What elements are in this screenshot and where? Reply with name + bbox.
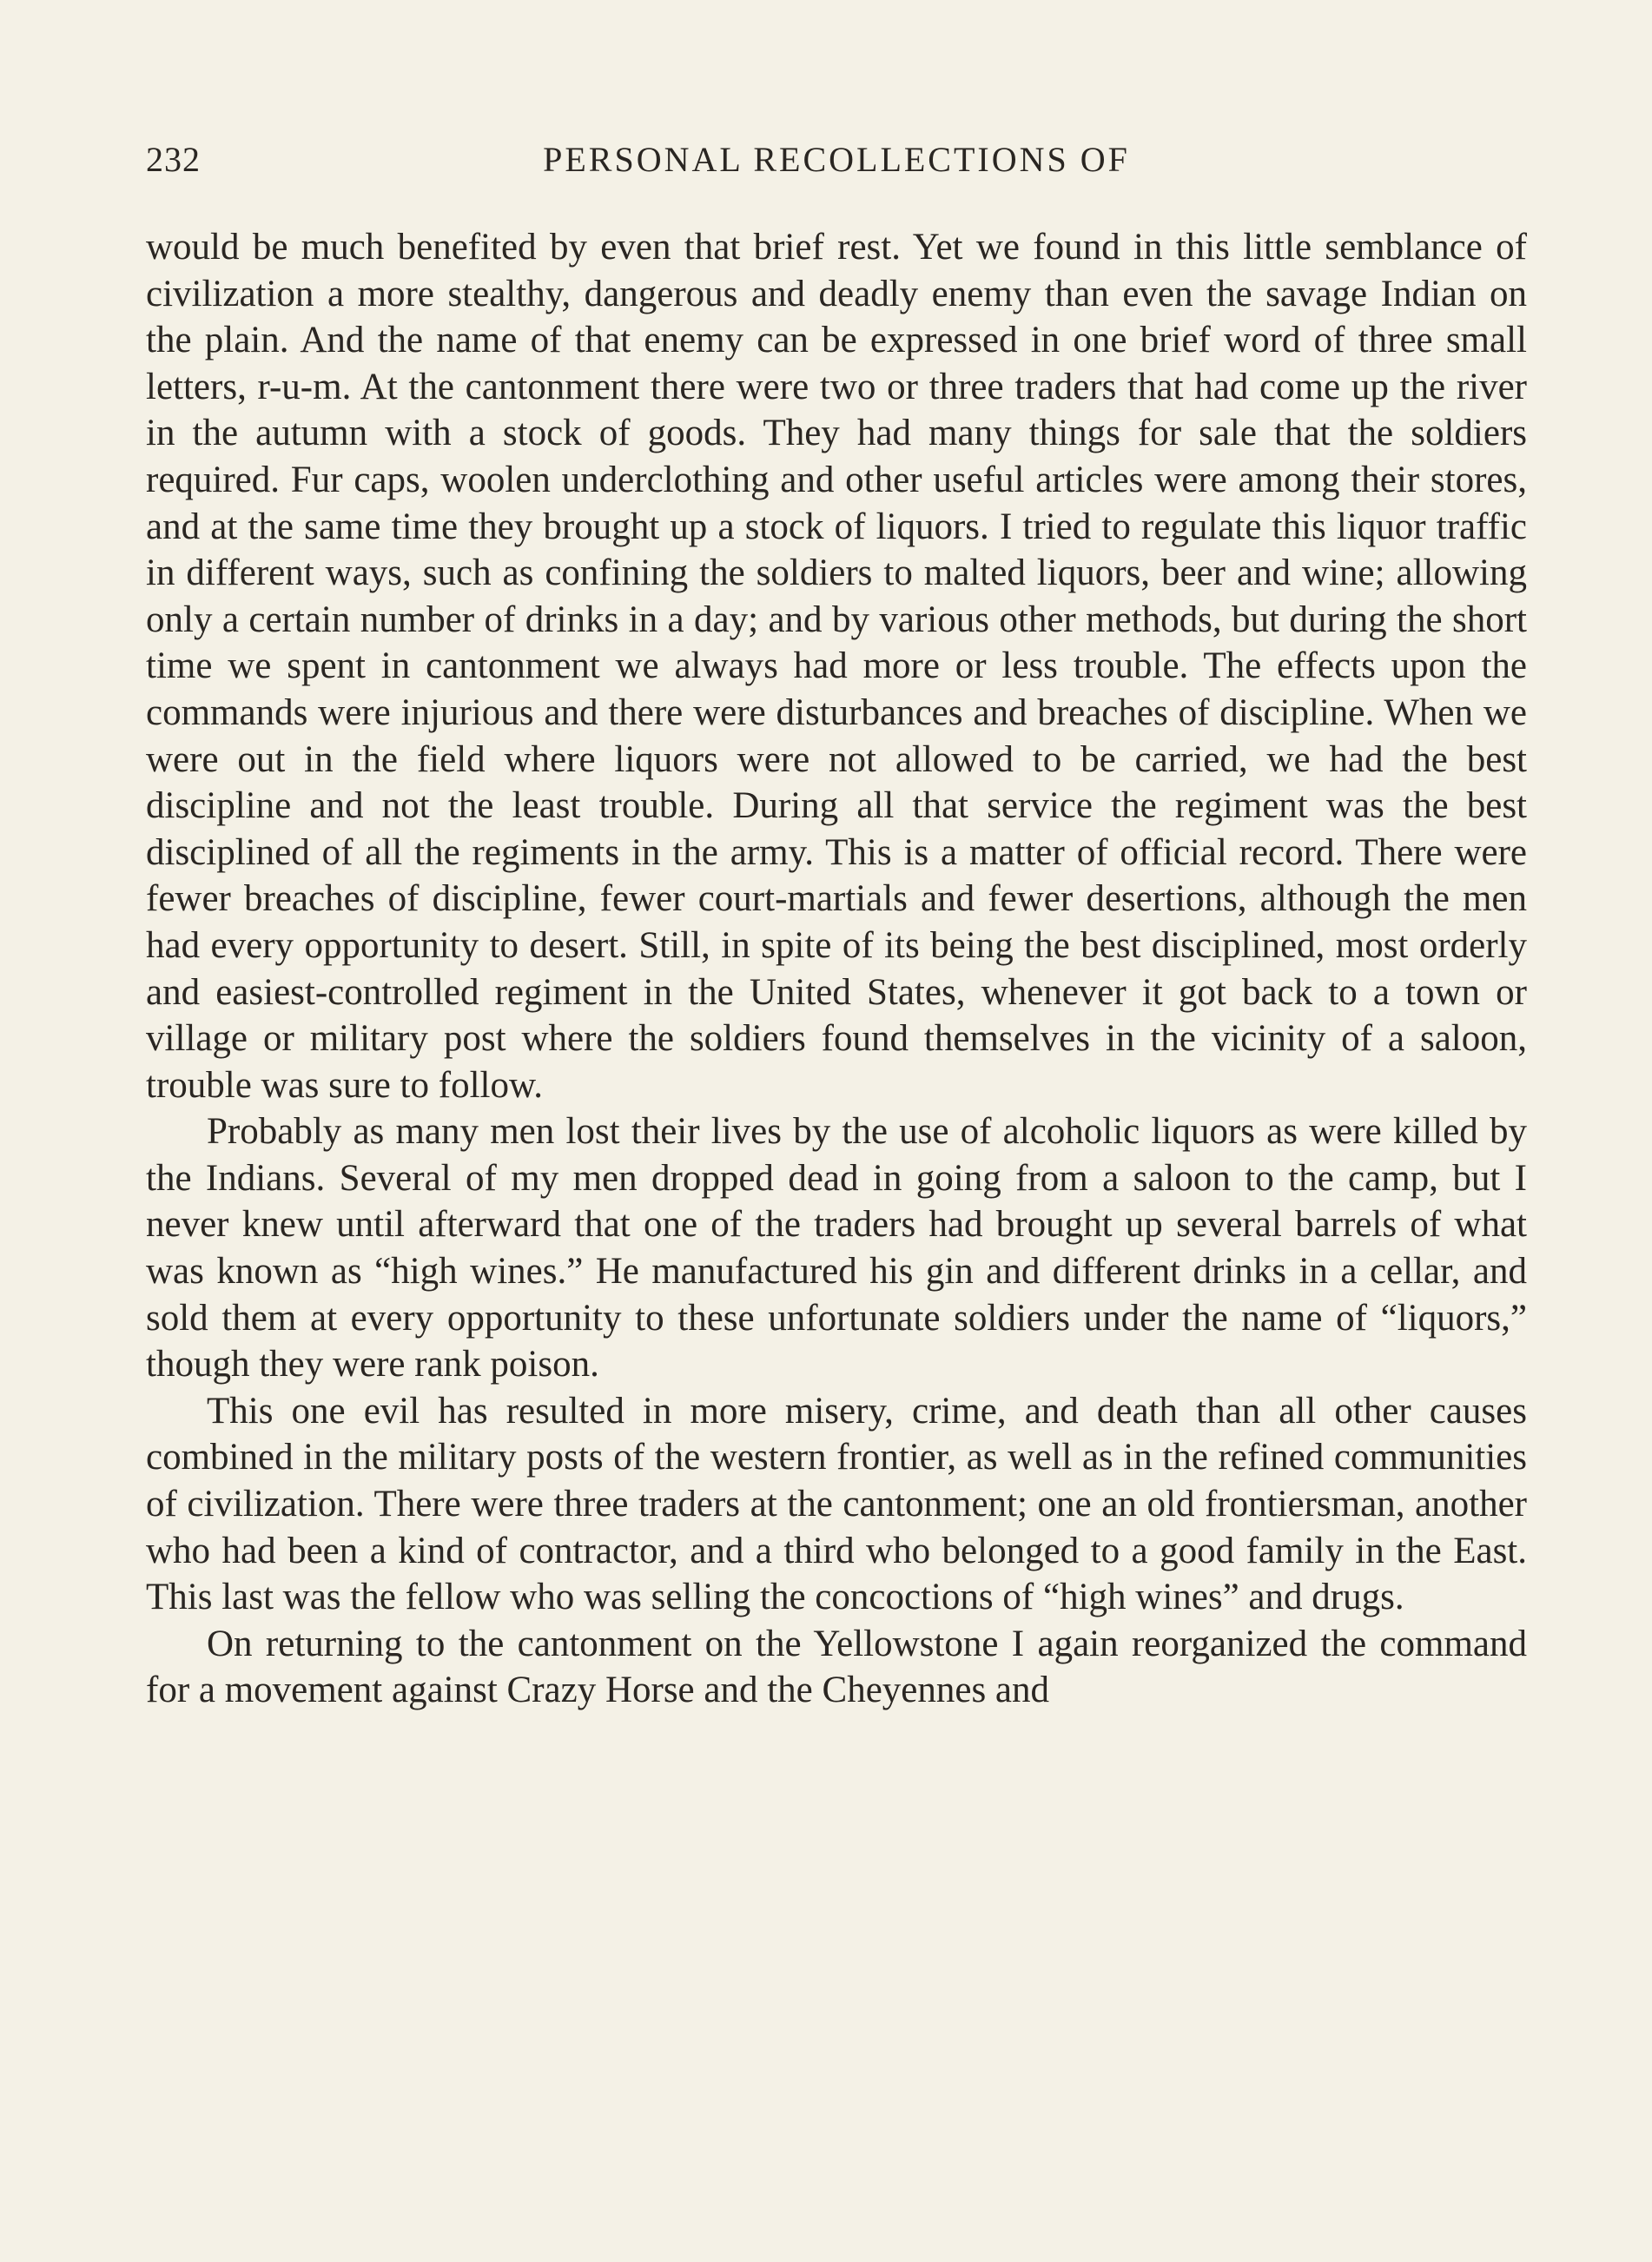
body-text	[146, 224, 1527, 1714]
paragraph-3: This one evil has resulted in more misery, crime, and death than all other causes combined in the military posts of the western frontier, as well as in the refined communities of civilization. There were three traders at the cantonment; one an old frontiersman, another who had been a kind of contractor, and a third who belonged to a good family in the East. This last was the fellow who was selling the concoctions of “high wines” and drugs.	[146, 1390, 1527, 1618]
running-head	[146, 139, 1527, 191]
running-title: PERSONAL RECOLLECTIONS OF	[543, 140, 1130, 179]
paragraph-1: would be much benefited by even that brief rest. Yet we found in this little semblance of civilization a more stealthy, dangerous and deadly enemy than even the savage Indian on the plain. And the name of that enemy can be expressed in one brief word of three small letters, r-u-m. At the cantonment there were two or three traders that had come up the river in the autumn with a stock of goods. They had many things for sale that the soldiers required. Fur caps, woolen underclothing and other useful articles were among their stores, and at the same time they brought up a stock of liquors. I tried to regulate this liquor traffic in different ways, such as confining the soldiers to malted liquors, beer and wine; allowing only a certain number of drinks in a day; and by various other methods, but during the short time we spent in cantonment we always had more or less trouble. The effects upon the commands were injurious and there were disturbances and breaches of discipline. When we were out in the field where liquors were not allowed to be carried, we had the best discipline and not the least trouble. During all that service the regiment was the best disciplined of all the regiments in the army. This is a matter of official record. There were fewer breaches of discipline, fewer court-martials and fewer desertions, although the men had every opportunity to desert. Still, in spite of its being the best disciplined, most orderly and easiest-controlled regiment in the United States, whenever it got back to a town or village or military post where the soldiers found themselves in the vicinity of a saloon, trouble was sure to follow.	[146, 227, 1527, 1106]
page-number: 232	[146, 140, 201, 179]
paragraph-4: On returning to the cantonment on the Yellowstone I again reorganized the command for a movement against Crazy Horse and the Cheyennes and	[146, 1623, 1527, 1711]
paragraph-2: Probably as many men lost their lives by the use of alcoholic liquors as were killed by the Indians. Several of my men dropped dead in going from a saloon to the camp, but I never knew until afterward that one of the traders had brought up several barrels of what was known as “high wines.” He manufactured his gin and different drinks in a cellar, and sold them at every opportunity to these unfortunate soldiers under the name of “liquors,” though they were rank poison.	[146, 1111, 1527, 1386]
